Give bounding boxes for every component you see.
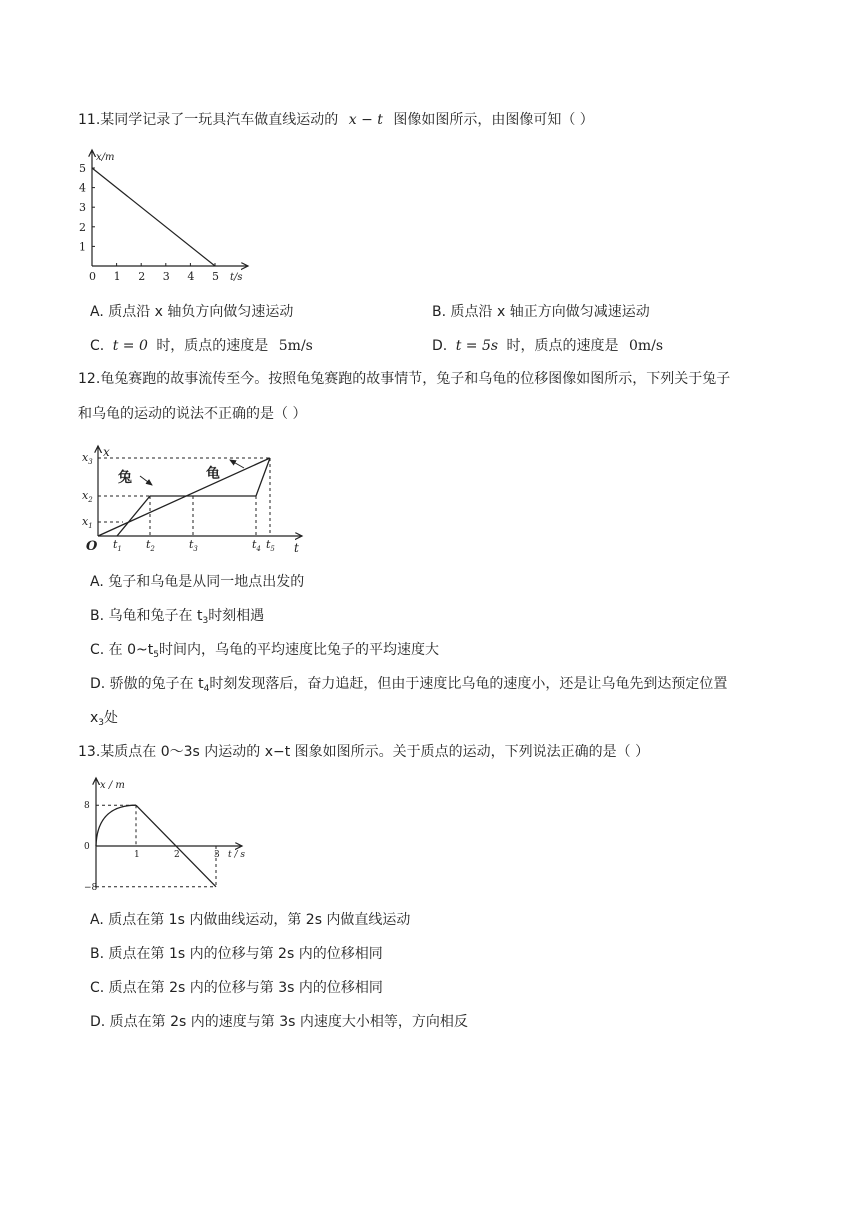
q11-option-c[interactable] [90, 336, 313, 356]
q12-option-c-sub: 5 [153, 650, 159, 660]
q11-stem-math: x − t [348, 112, 383, 128]
q12-option-d-text-b: 时刻发现落后，奋力追赶，但由于速度比乌龟的速度小，还是让乌龟先到达预定位置 [209, 676, 728, 692]
q12-ylabel: x [103, 445, 110, 459]
q13-option-d[interactable]: D. 质点在第 2s 内的速度与第 3s 内速度大小相等，方向相反 [90, 1014, 468, 1030]
q12-ytick-label: $x_1$ [82, 515, 93, 530]
q12-xtick-label: $t_3$ [189, 538, 198, 553]
q11-option-c-unit: 5m/s [278, 338, 313, 354]
q11-ytick-label: 2 [79, 220, 86, 234]
q12-xtick-label: $t_2$ [146, 538, 155, 553]
q11-ylabel: x/m [96, 152, 115, 163]
q11-option-c-prefix: C. [90, 338, 105, 354]
q12-option-b-text-a: B. 乌龟和兔子在 t [90, 608, 203, 624]
q12-option-d-line2-text-b: 处 [104, 710, 119, 726]
q11-ytick-label: 5 [79, 162, 86, 175]
q12-xtick-label: $t_4$ [252, 538, 261, 553]
q11-xlabel: t/s [230, 272, 243, 283]
q12-option-d-text-a: D. 骄傲的兔子在 t [90, 676, 204, 692]
q11-stem [78, 110, 594, 130]
q12-option-b-text-b: 时刻相遇 [208, 608, 265, 624]
q11-option-d[interactable] [432, 336, 663, 356]
q12-option-d[interactable] [90, 674, 727, 699]
q12-option-d-line2-text: x [90, 710, 99, 726]
q11-option-d-mid: 时，质点的速度是 [506, 338, 619, 354]
q13-option-c[interactable]: C. 质点在第 2s 内的位移与第 3s 内的位移相同 [90, 980, 383, 996]
q12-chart [80, 444, 310, 556]
q13-option-b[interactable]: B. 质点在第 1s 内的位移与第 2s 内的位移相同 [90, 946, 383, 962]
q11-xtick-label: 5 [212, 270, 219, 283]
q11-xtick-label: 2 [138, 270, 146, 283]
q13-ylabel: x / m [100, 780, 125, 791]
q11-ytick-label: 4 [79, 181, 86, 195]
q13-xtick-label: 3 [214, 850, 220, 860]
q11-stem-text-b: 图像如图所示，由图像可知（ ） [393, 112, 594, 128]
q11-ytick-label: 3 [79, 201, 86, 215]
q12-rabbit-arrow [140, 476, 152, 485]
q12-rabbit-label: 兔 [118, 470, 132, 486]
q13-xtick-label: 2 [174, 850, 180, 860]
q13-option-a[interactable]: A. 质点在第 1s 内做曲线运动，第 2s 内做直线运动 [90, 912, 411, 928]
q11-stem-text-a: 11.某同学记录了一玩具汽车做直线运动的 [78, 112, 339, 128]
q12-option-d-line2 [90, 708, 118, 733]
q12-ytick-label: $x_3$ [82, 451, 93, 466]
q12-stem-line2: 和乌龟的运动的说法不正确的是（ ） [78, 406, 307, 422]
q12-xtick-label: $t_5$ [266, 538, 275, 553]
q11-option-d-unit: 0m/s [628, 338, 664, 354]
q11-chart [72, 148, 262, 288]
q11-option-d-math: t = 5s [455, 338, 499, 354]
q12-option-d-line2-sub: 3 [98, 718, 105, 728]
q12-option-c-text-a: C. 在 0~t [90, 642, 154, 658]
q12-turtle-label: 龟 [206, 466, 220, 482]
q13-xtick-label: 1 [134, 850, 140, 860]
q11-option-a[interactable]: A. 质点沿 x 轴负方向做匀速运动 [90, 304, 294, 320]
q12-xtick-label: $t_1$ [113, 538, 122, 553]
q12-xlabel: t [294, 541, 299, 555]
q13-xlabel: t / s [228, 850, 245, 860]
q11-xtick-label: 1 [113, 270, 121, 283]
q12-ytick-label: $x_2$ [82, 489, 93, 504]
q11-xtick-label: 0 [89, 270, 96, 283]
q12-option-b-sub: 3 [202, 616, 209, 626]
q12-turtle-arrow [230, 460, 244, 468]
q13-series-curve [96, 805, 136, 846]
q11-xtick-label: 4 [187, 270, 195, 283]
q12-origin-label: O [86, 539, 98, 554]
q13-chart [82, 776, 252, 896]
q12-option-b[interactable] [90, 606, 264, 631]
q12-stem-line1: 12.龟兔赛跑的故事流传至今。按照龟兔赛跑的故事情节，兔子和乌龟的位移图像如图所示，下列关于兔子 [78, 371, 731, 387]
q11-ytick-label: 1 [79, 240, 86, 254]
q11-option-c-mid: 时，质点的速度是 [156, 338, 269, 354]
q12-option-c-text-b: 时间内，乌龟的平均速度比兔子的平均速度大 [159, 642, 439, 658]
q11-series-line [92, 168, 215, 266]
q11-xtick-label: 3 [162, 270, 170, 283]
q12-option-d-sub: 4 [203, 684, 210, 694]
q12-option-a[interactable]: A. 兔子和乌龟是从同一地点出发的 [90, 574, 305, 590]
q13-ytick-label: 0 [84, 842, 90, 852]
q11-option-d-prefix: D. [432, 338, 448, 354]
q11-option-c-math: t = 0 [112, 338, 148, 354]
q11-option-b[interactable]: B. 质点沿 x 轴正方向做匀减速运动 [432, 304, 650, 320]
q12-option-c[interactable] [90, 640, 439, 665]
q13-stem: 13.某质点在 0～3s 内运动的 x−t 图象如图所示。关于质点的运动，下列说法正确的是（ ） [78, 744, 650, 760]
q13-ytick-label: −8 [84, 882, 98, 893]
q13-ytick-label: 8 [84, 801, 90, 812]
